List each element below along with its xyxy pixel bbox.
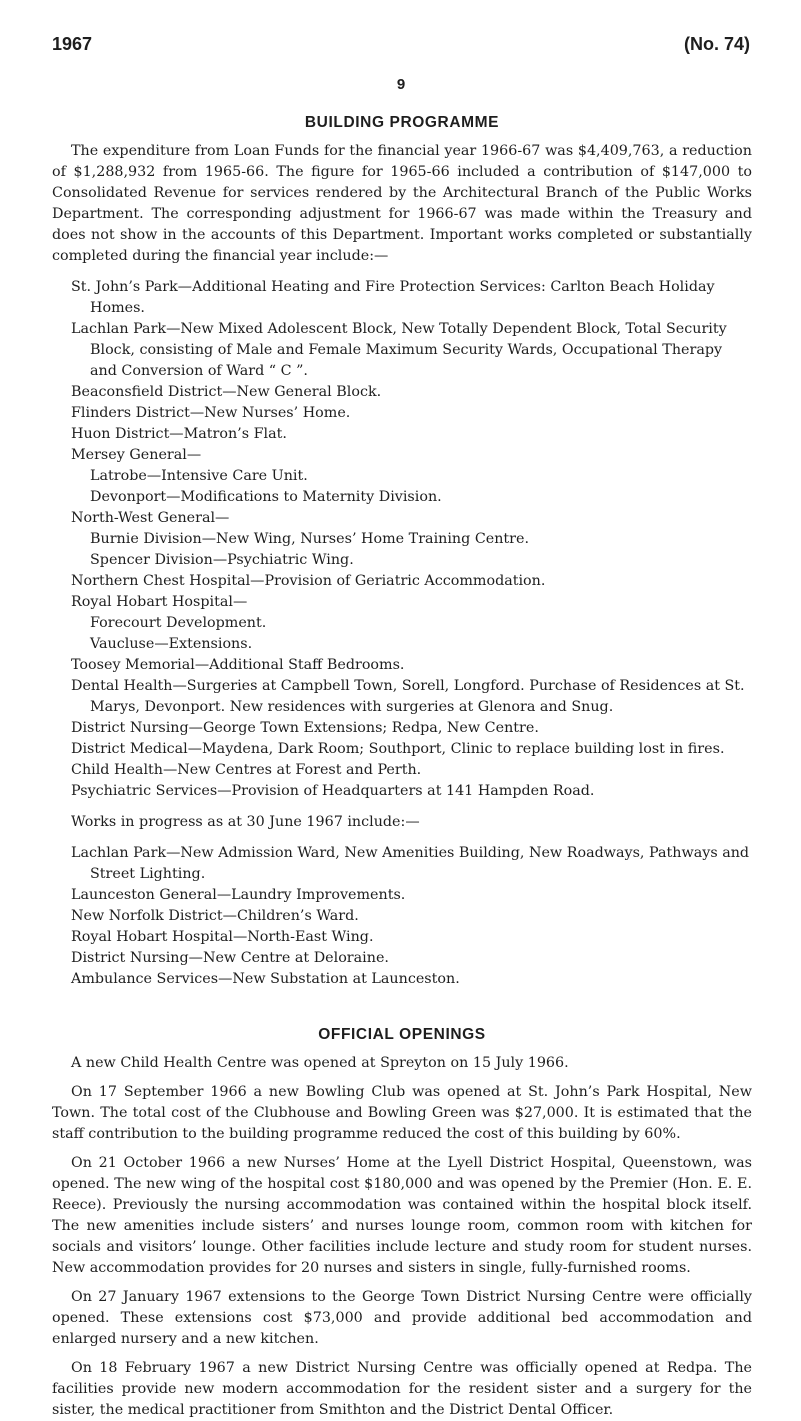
- opening-paragraph: On 21 October 1966 a new Nurses’ Home at the Lyell District Hospital, Queenstown, was opened. The new wing of the hospital cost $180,000 and was opened by the Premier (Hon. E. E. Reece). Previously the nursing accommodation was contained within the hospital block itself. The new amenities include sisters’ and nurses lounge room, common room with kitchen for socials and visitors’ lounge. Other facilities include lecture and study room for student nurses. New accommodation provides for 20 nurses and sisters in single, fully-furnished rooms.: [52, 1155, 752, 1276]
- list-item: Devonport—Modifications to Maternity Division.: [90, 489, 442, 505]
- list-item: Lachlan Park—New Admission Ward, New Amenities Building, New Roadways, Pathways and Street Lighting.: [71, 845, 750, 882]
- opening-paragraph: A new Child Health Centre was opened at Spreyton on 15 July 1966.: [71, 1055, 569, 1071]
- list-item: District Medical—Maydena, Dark Room; Southport, Clinic to replace building lost in fires.: [71, 741, 725, 757]
- list-item: Huon District—Matron’s Flat.: [71, 426, 287, 442]
- list-item: North-West General—: [71, 510, 230, 526]
- works-in-progress-intro: Works in progress as at 30 June 1967 include:—: [71, 814, 420, 830]
- list-item: Royal Hobart Hospital—: [71, 594, 248, 610]
- list-item: Toosey Memorial—Additional Staff Bedrooms.: [71, 657, 405, 673]
- list-item: Royal Hobart Hospital—North-East Wing.: [71, 929, 374, 945]
- list-item: Lachlan Park—New Mixed Adolescent Block, New Totally Dependent Block, Total Security Block, consisting of Male and Female Maximum Security Wards, Occupational Therapy and Conversion of Ward “ C ”.: [71, 321, 727, 379]
- building-programme-heading: BUILDING PROGRAMME: [304, 114, 500, 131]
- list-item: District Nursing—New Centre at Deloraine.: [71, 950, 389, 966]
- completed-works-list: [52, 277, 752, 802]
- works-in-progress-list: [52, 843, 752, 990]
- header-issue-number: (No. 74): [683, 34, 750, 54]
- official-openings-section: [52, 1024, 752, 1421]
- list-item: Spencer Division—Psychiatric Wing.: [90, 552, 354, 568]
- building-programme-section: [52, 112, 752, 990]
- list-item: District Nursing—George Town Extensions; Redpa, New Centre.: [71, 720, 539, 736]
- official-openings-heading: OFFICIAL OPENINGS: [318, 1026, 486, 1043]
- list-item: Forecourt Development.: [90, 615, 267, 631]
- list-item: Burnie Division—New Wing, Nurses’ Home Training Centre.: [90, 531, 530, 547]
- page-body: [52, 112, 752, 1421]
- list-item: Child Health—New Centres at Forest and Perth.: [71, 762, 422, 778]
- list-item: Vaucluse—Extensions.: [90, 636, 253, 652]
- list-item: Psychiatric Services—Provision of Headquarters at 141 Hampden Road.: [71, 783, 595, 799]
- opening-paragraph: On 17 September 1966 a new Bowling Club was opened at St. John’s Park Hospital, New Town. The total cost of the Clubhouse and Bowling Green was $27,000. It is estimated that the staff contribution to the building programme reduced the cost of this building by 60%.: [52, 1084, 752, 1142]
- list-item: Launceston General—Laundry Improvements.: [71, 887, 406, 903]
- page-number: 9: [396, 76, 406, 93]
- list-item: Mersey General—: [71, 447, 202, 463]
- list-item: Dental Health—Surgeries at Campbell Town, Sorell, Longford. Purchase of Residences at St. Marys, Devonport. New residences with surgeries at Glenora and Snug.: [71, 678, 745, 715]
- opening-paragraph: On 18 February 1967 a new District Nursing Centre was officially opened at Redpa. The facilities provide new modern accommodation for the resident sister and a surgery for the sister, the medical practitioner from Smithton and the District Dental Officer.: [52, 1360, 752, 1418]
- header-year: 1967: [52, 34, 93, 54]
- page-header: [52, 34, 750, 93]
- list-item: Beaconsfield District—New General Block.: [71, 384, 382, 400]
- opening-paragraph: On 27 January 1967 extensions to the George Town District Nursing Centre were officially opened. These extensions cost $73,000 and provide additional bed accommodation and enlarged nursery and a new kitchen.: [52, 1289, 752, 1347]
- list-item: New Norfolk District—Children’s Ward.: [71, 908, 359, 924]
- list-item: Northern Chest Hospital—Provision of Geriatric Accommodation.: [71, 573, 546, 589]
- list-item: Ambulance Services—New Substation at Launceston.: [71, 971, 460, 987]
- building-programme-intro: The expenditure from Loan Funds for the financial year 1966-67 was $4,409,763, a reduction of $1,288,932 from 1965-66. The figure for 1965-66 included a contribution of $147,000 to Consolidated Revenue for services rendered by the Architectural Branch of the Public Works Department. The corresponding adjustment for 1966-67 was made within the Treasury and does not show in the accounts of this Department. Important works completed or substantially completed during the financial year include:—: [52, 143, 752, 264]
- official-openings-paragraphs: [52, 1053, 752, 1421]
- list-item: St. John’s Park—Additional Heating and Fire Protection Services: Carlton Beach Holiday Homes.: [71, 279, 715, 316]
- list-item: Latrobe—Intensive Care Unit.: [90, 468, 308, 484]
- list-item: Flinders District—New Nurses’ Home.: [71, 405, 351, 421]
